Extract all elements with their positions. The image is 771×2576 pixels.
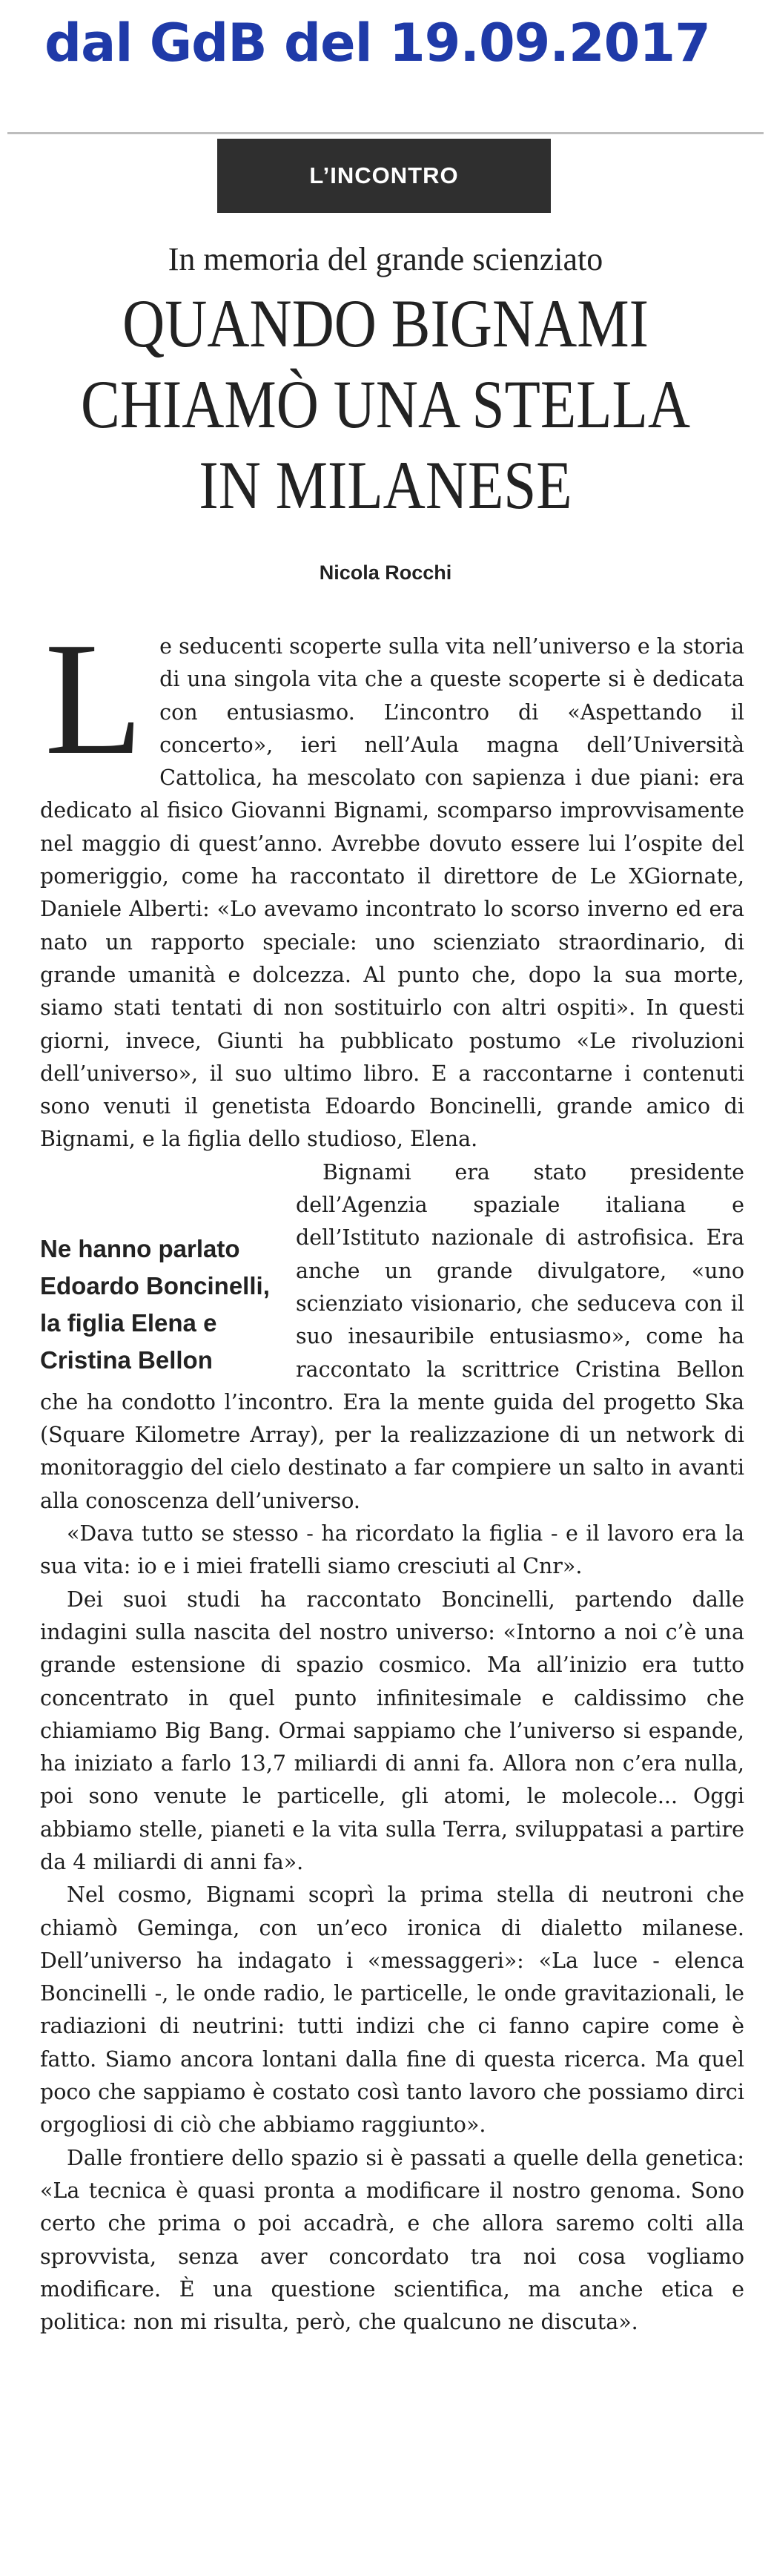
article-body <box>40 610 744 2339</box>
headline-line: IN MILANESE <box>199 447 572 523</box>
section-label: L’INCONTRO <box>217 139 551 213</box>
headline-line: CHIAMÒ UNA STELLA <box>81 366 690 442</box>
paragraph: e seducenti scoperte sulla vita nell’universo e la storia di una singola vita che a queste scoperte si è dedicata con entusiasmo. L’incontro di «Aspettando il concerto», ieri nell’Aula magna dell’Università Cattolica, ha mescolato con sapienza i due piani: era dedicato al fisico Giovanni Bignami, scomparso improvvisamente nel maggio di quest’anno. Avrebbe dovuto essere lui l’ospite del pomeriggio, come ha raccontato il direttore de Le XGiornate, Daniele Alberti: «Lo avevamo incontrato lo scorso inverno ed era nato un rapporto speciale: uno scienziato straordinario, di grande umanità e dolcezza. Al punto che, dopo la sua morte, siamo stati tentati di non sostituirlo con altri ospiti». In questi giorni, invece, Giunti ha pubblicato postumo «Le rivoluzioni dell’universo», il suo ultimo libro. E a raccontarne i contenuti sono venuti il genetista Edoardo Boncinelli, grande amico di Bignami, e la figlia dello studioso, Elena. <box>40 634 744 1152</box>
author-byline: Nicola Rocchi <box>319 561 452 584</box>
paragraph: Dalle frontiere dello spazio si è passati a quelle della genetica: «La tecnica è quasi pronta a modificare il nostro genoma. Sono certo che prima o poi accadrà, e che allora saremo colti alla sprovvista, senza aver concordato tra noi cosa vogliamo modificare. È una questione scientifica, ma anche etica e politica: non mi risulta, però, che qualcuno ne discuta». <box>40 2145 744 2335</box>
paragraph: Nel cosmo, Bignami scoprì la prima stella di neutroni che chiamò Geminga, con un’eco ironica di dialetto milanese. Dell’universo ha indagato i «messaggeri»: «La luce - elenca Boncinelli -, le onde radio, le particelle, le onde gravitazionali, le radiazioni di neutrini: tutti indizi che ci fanno capire come è fatto. Siamo ancora lontani dalla fine di questa ricerca. Ma quel poco che sappiamo è costato così tanto lavoro che possiamo dirci orgogliosi di ciò che abbiamo raggiunto». <box>40 1882 744 2138</box>
header-divider <box>7 132 764 134</box>
source-date-header: dal GdB del 19.09.2017 <box>44 13 710 73</box>
paragraph: Bignami era stato presidente dell’Agenzia spaziale italiana e dell’Istituto nazionale di astrofisica. Era anche un grande divulgatore, «uno scienziato visionario, che seduceva con il suo inesauribile entusiasmo», come ha raccontato la scrittrice Cristina Bellon che ha condotto l’incontro. Era la mente guida del progetto Ska (Square Kilometre Array), per la realizzazione di un network di monitoraggio del cielo destinato a far compiere un salto in avanti alla conoscenza dell’universo. <box>40 1159 744 1513</box>
article-headline <box>67 283 704 526</box>
paragraph: «Dava tutto se stesso - ha ricordato la figlia - e il lavoro era la sua vita: io e i miei fratelli siamo cresciuti al Cnr». <box>40 1521 744 1579</box>
pull-quote: Ne hanno parlato Edoardo Boncinelli, la figlia Elena e Cristina Bellon <box>40 1234 270 1374</box>
article-kicker: In memoria del grande scienziato <box>168 241 603 277</box>
paragraph: Dei suoi studi ha raccontato Boncinelli, partendo dalle indagini sulla nascita del nostro universo: «Intorno a noi c’è una grande estensione di spazio cosmico. Ma all’inizio era tutto concentrato in quel punto infinitesimale e caldissimo che chiamiamo Big Bang. Ormai sappiamo che l’universo si espande, ha iniziato a farlo 13,7 miliardi di anni fa. Allora non c’era nulla, poi sono venute le particelle, gli atomi, le molecole... Oggi abbiamo stelle, pianeti e la vita sulla Terra, sviluppatasi a partire da 4 miliardi di anni fa». <box>40 1587 744 1874</box>
headline-line: QUANDO BIGNAMI <box>122 286 649 361</box>
drop-cap: L <box>44 610 144 788</box>
